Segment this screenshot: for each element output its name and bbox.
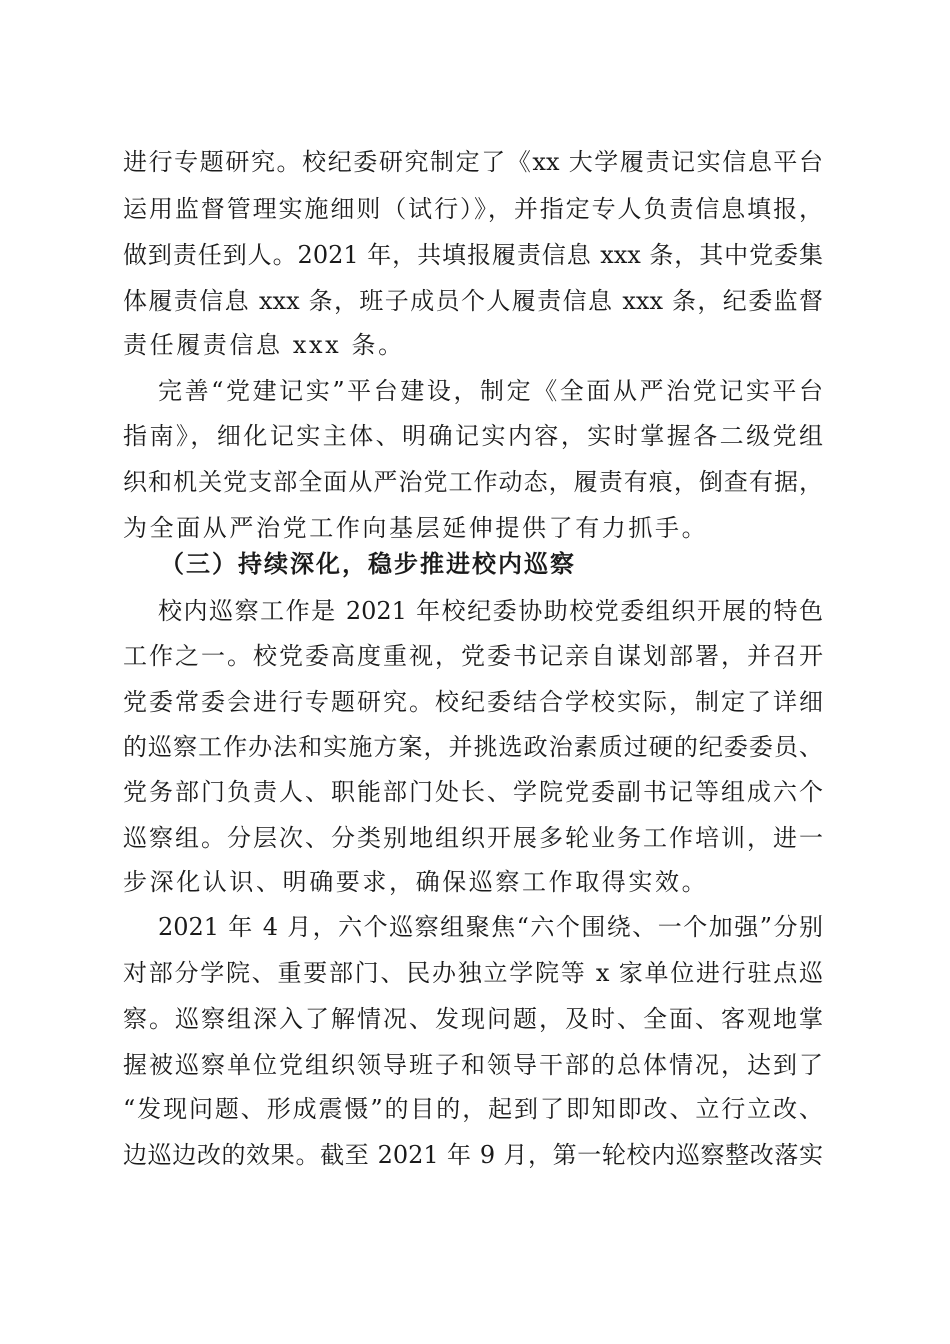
paragraph-4-line-4: 握被巡察单位党组织领导班子和领导干部的总体情况，达到了 — [123, 1051, 823, 1079]
paragraph-1-line-3: 做到责任到人。2021 年，共填报履责信息 xxx 条，其中党委集 — [123, 241, 823, 269]
paragraph-2-line-1: 完善“党建记实”平台建设，制定《全面从严治党记实平台 — [158, 377, 823, 405]
paragraph-4-line-2: 对部分学院、重要部门、民办独立学院等 x 家单位进行驻点巡 — [123, 959, 823, 987]
paragraph-3-line-1: 校内巡察工作是 2021 年校纪委协助校党委组织开展的特色 — [158, 597, 823, 625]
paragraph-1-line-4: 体履责信息 xxx 条，班子成员个人履责信息 xxx 条，纪委监督 — [123, 287, 823, 315]
paragraph-3-line-5: 党务部门负责人、职能部门处长、学院党委副书记等组成六个 — [123, 778, 823, 806]
paragraph-4-line-6: 边巡边改的效果。截至 2021 年 9 月，第一轮校内巡察整改落实 — [123, 1141, 823, 1169]
paragraph-1-line-2: 运用监督管理实施细则（试行）》，并指定专人负责信息填报， — [123, 195, 823, 223]
paragraph-2-line-4: 为全面从严治党工作向基层延伸提供了有力抓手。 — [123, 514, 709, 542]
paragraph-2-line-2: 指南》，细化记实主体、明确记实内容，实时掌握各二级党组 — [123, 422, 823, 450]
section-heading: （三）持续深化，稳步推进校内巡察 — [160, 549, 576, 578]
paragraph-3-line-4: 的巡察工作办法和实施方案，并挑选政治素质过硬的纪委委员、 — [123, 733, 823, 761]
paragraph-1-line-1: 进行专题研究。校纪委研究制定了《xx 大学履责记实信息平台 — [123, 148, 823, 176]
paragraph-3-line-6: 巡察组。分层次、分类别地组织开展多轮业务工作培训，进一 — [123, 824, 823, 852]
paragraph-3-line-7: 步深化认识、明确要求，确保巡察工作取得实效。 — [123, 868, 709, 896]
paragraph-4-line-5: “发现问题、形成震慑”的目的，起到了即知即改、立行立改、 — [123, 1095, 823, 1123]
paragraph-3-line-2: 工作之一。校党委高度重视，党委书记亲自谋划部署，并召开 — [123, 642, 823, 670]
paragraph-2-line-3: 织和机关党支部全面从严治党工作动态，履责有痕，倒查有据， — [123, 468, 823, 496]
paragraph-3-line-3: 党委常委会进行专题研究。校纪委结合学校实际，制定了详细 — [123, 688, 823, 716]
paragraph-4-line-3: 察。巡察组深入了解情况、发现问题，及时、全面、客观地掌 — [123, 1005, 823, 1033]
paragraph-1-line-5: 责任履责信息 xxx 条。 — [123, 331, 405, 359]
paragraph-4-line-1: 2021 年 4 月，六个巡察组聚焦“六个围绕、一个加强”分别 — [158, 913, 823, 941]
